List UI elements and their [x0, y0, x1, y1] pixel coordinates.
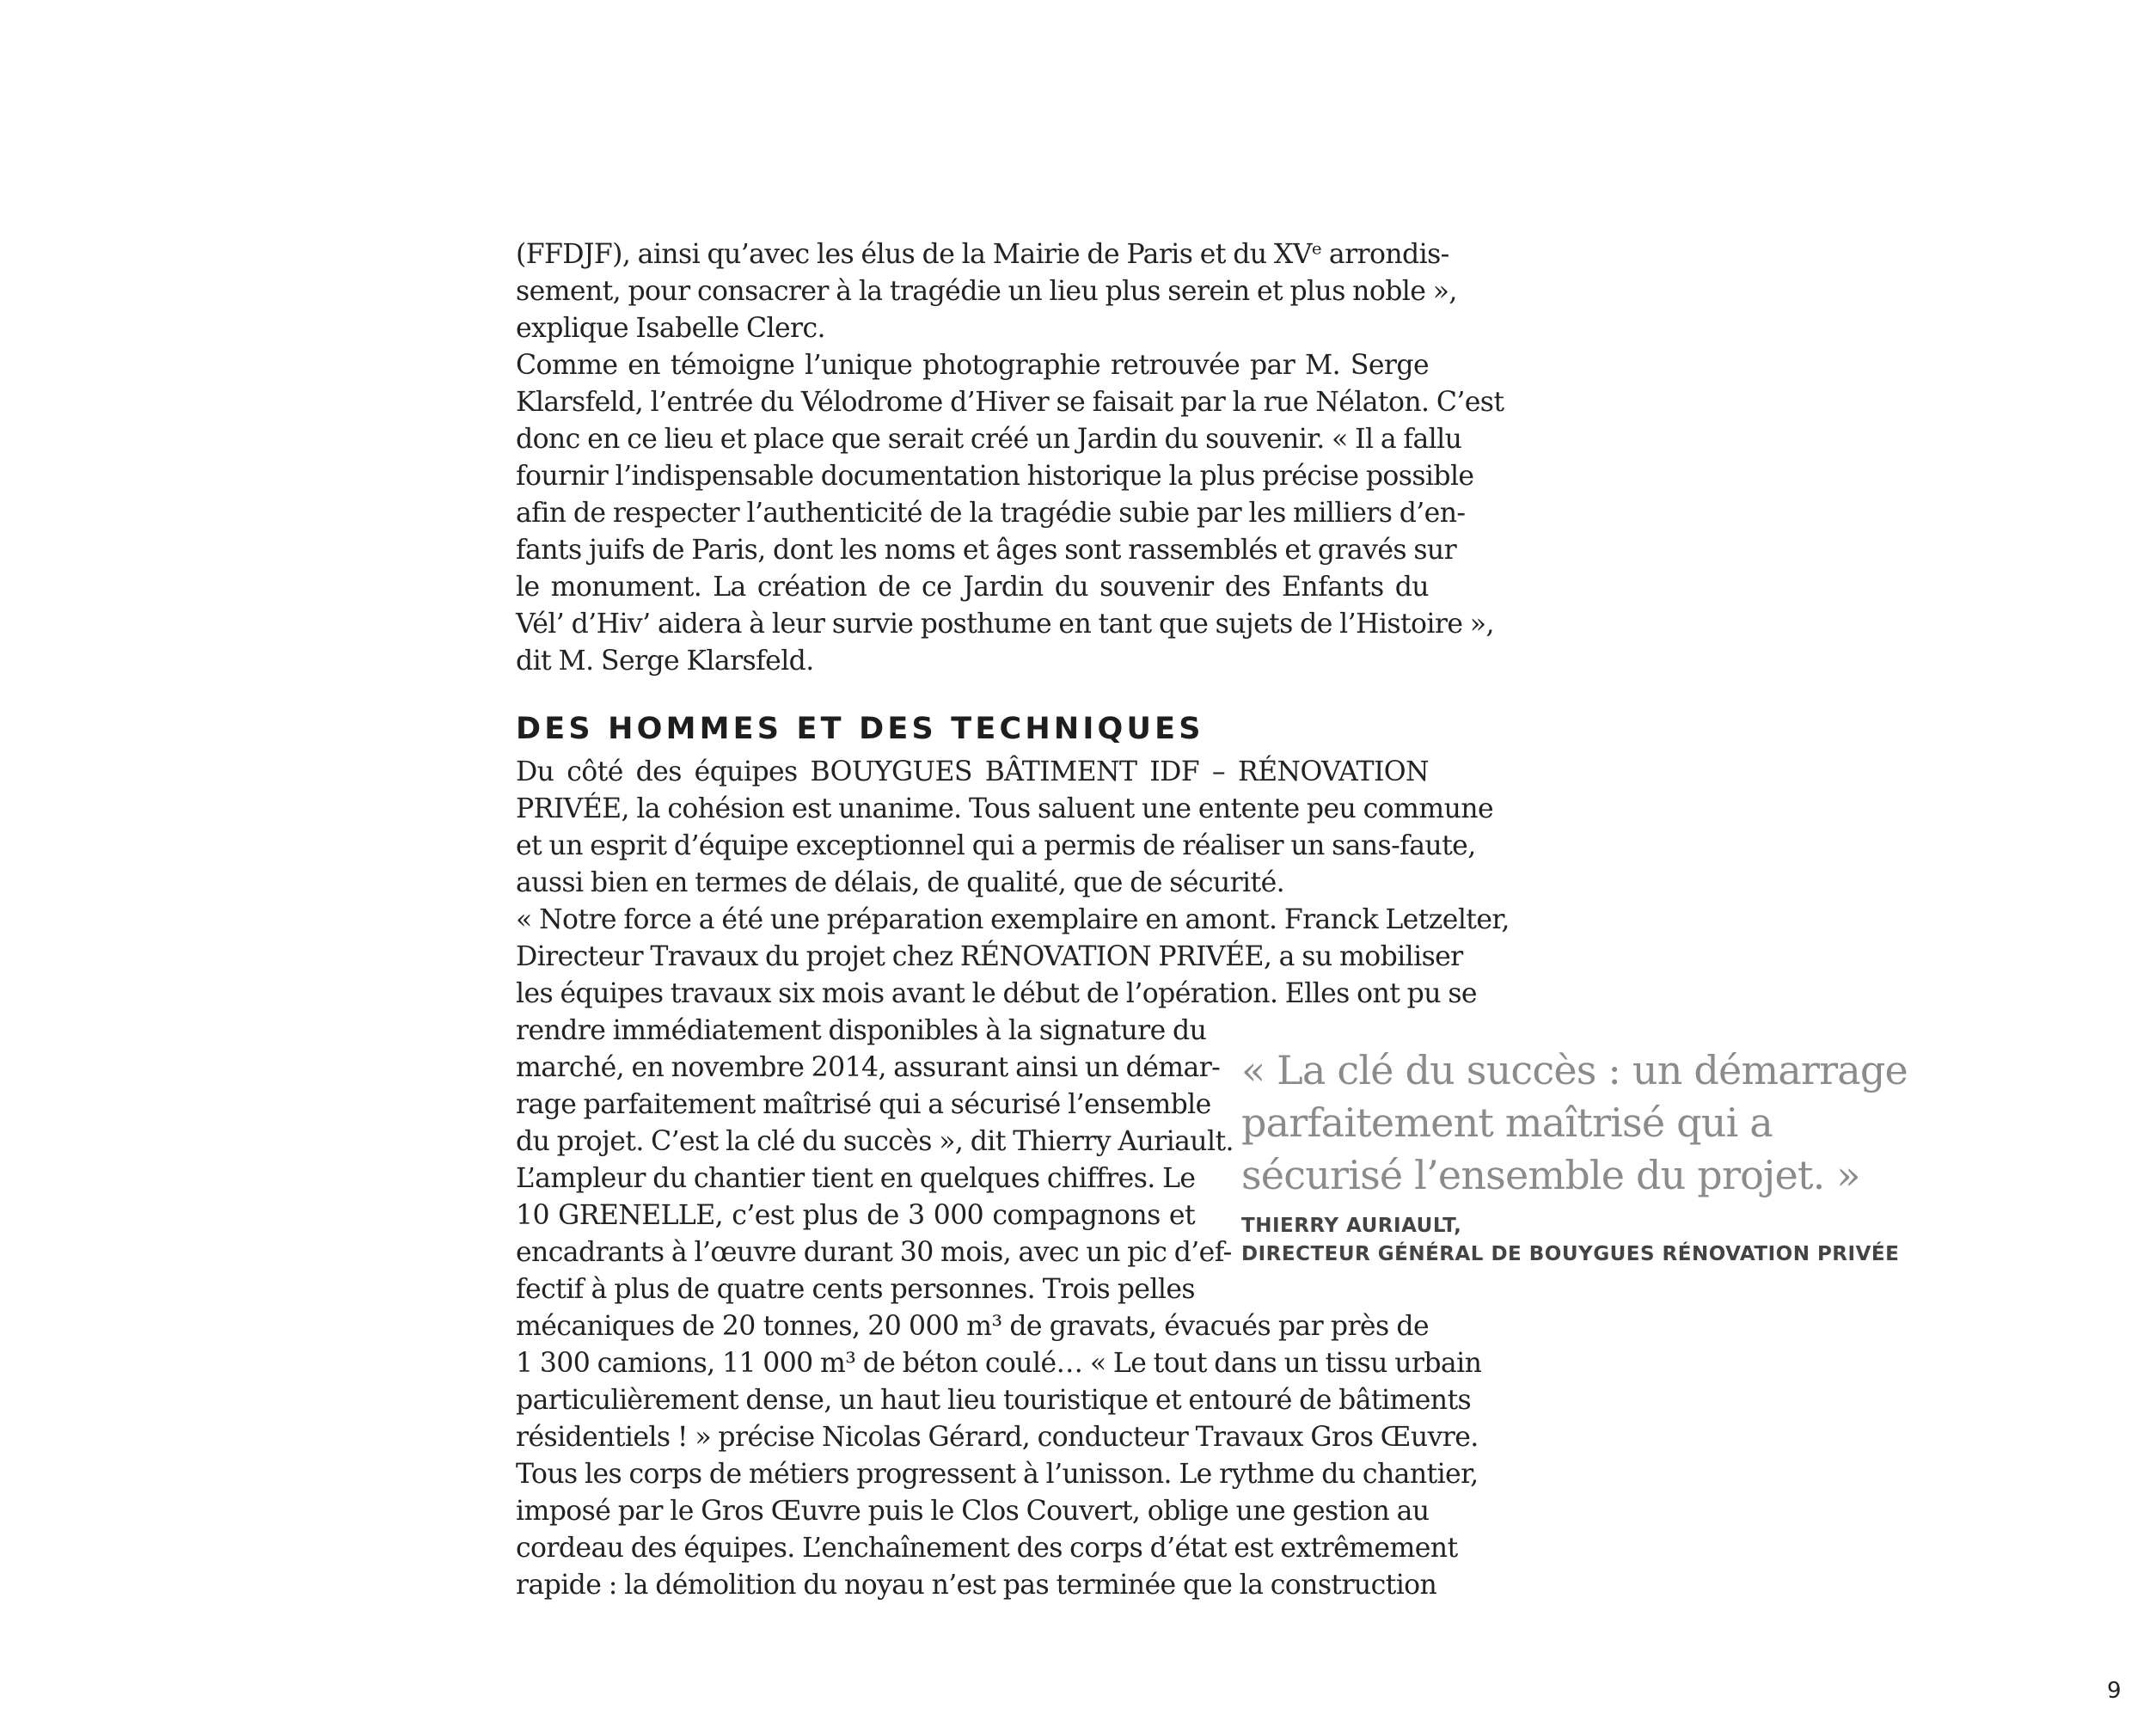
pull-quote-line-2: parfaitement maîtrisé qui a	[1241, 1099, 1773, 1146]
paragraph-4-wide-line-8: rapide : la démolition du noyau n’est pas terminée que la construction	[516, 1570, 1437, 1601]
paragraph-4-narrow-line-3: rage parfaitement maîtrisé qui a sécurisé l’ensemble	[516, 1089, 1211, 1120]
paragraph-4-narrow-line-2: marché, en novembre 2014, assurant ainsi un démar-	[516, 1052, 1221, 1083]
paragraph-4-narrow-line-5: L’ampleur du chantier tient en quelques chiffres. Le	[516, 1163, 1196, 1194]
paragraph-3-line-1: Du côté des équipes BOUYGUES BÂTIMENT IDF – RÉNOVATION	[516, 756, 1429, 787]
paragraph-1-line-3: explique Isabelle Clerc.	[516, 313, 825, 344]
paragraph-4-line-2: Directeur Travaux du projet chez RÉNOVATION PRIVÉE, a su mobiliser	[516, 941, 1463, 972]
paragraph-4-narrow-line-4: du projet. C’est la clé du succès », dit Thierry Auriault.	[516, 1126, 1234, 1157]
attribution-title: DIRECTEUR GÉNÉRAL DE BOUYGUES RÉNOVATION PRIVÉE	[1241, 1243, 1900, 1265]
pull-quote	[1241, 1044, 1908, 1202]
pull-quote-line-3: sécurisé l’ensemble du projet. »	[1241, 1152, 1860, 1198]
paragraph-4-narrow-line-7: encadrants à l’œuvre durant 30 mois, avec un pic d’ef-	[516, 1237, 1232, 1268]
paragraph-2-line-2: Klarsfeld, l’entrée du Vélodrome d’Hiver se faisait par la rue Nélaton. C’est	[516, 387, 1504, 418]
paragraph-3-line-4: aussi bien en termes de délais, de qualité, que de sécurité.	[516, 867, 1285, 898]
paragraph-2-line-5: afin de respecter l’authenticité de la tragédie subie par les milliers d’en-	[516, 498, 1466, 529]
paragraph-1-line-2: sement, pour consacrer à la tragédie un lieu plus serein et plus noble »,	[516, 276, 1457, 307]
paragraph-4-line-3: les équipes travaux six mois avant le début de l’opération. Elles ont pu se	[516, 978, 1477, 1009]
page-number: 9	[2107, 1678, 2122, 1704]
paragraph-3-line-2: PRIVÉE, la cohésion est unanime. Tous saluent une entente peu commune	[516, 793, 1493, 824]
attribution-name: THIERRY AURIAULT,	[1241, 1215, 1462, 1237]
paragraph-4-wide-line-1: mécaniques de 20 tonnes, 20 000 m³ de gravats, évacués par près de	[516, 1311, 1429, 1342]
paragraph-4-line-1: « Notre force a été une préparation exemplaire en amont. Franck Letzelter,	[516, 904, 1510, 935]
paragraph-2-line-4: fournir l’indispensable documentation historique la plus précise possible	[516, 461, 1474, 492]
paragraph-3-line-3: et un esprit d’équipe exceptionnel qui a permis de réaliser un sans-faute,	[516, 830, 1476, 861]
paragraph-4-wide-line-3: particulièrement dense, un haut lieu touristique et entouré de bâtiments	[516, 1385, 1472, 1416]
paragraph-1-line-1: (FFDJF), ainsi qu’avec les élus de la Mairie de Paris et du XVᵉ arrondis-	[516, 239, 1449, 270]
pull-quote-line-1: « La clé du succès : un démarrage	[1241, 1047, 1908, 1093]
paragraph-4-wide-line-4: résidentiels ! » précise Nicolas Gérard, conducteur Travaux Gros Œuvre.	[516, 1422, 1479, 1453]
paragraph-4-narrow-line-6: 10 GRENELLE, c’est plus de 3 000 compagnons et	[516, 1200, 1195, 1231]
paragraph-2-line-6: fants juifs de Paris, dont les noms et âges sont rassemblés et gravés sur	[516, 535, 1457, 566]
paragraph-2-line-8: Vél’ d’Hiv’ aidera à leur survie posthume en tant que sujets de l’Histoire »,	[516, 609, 1494, 640]
paragraph-2-line-1: Comme en témoigne l’unique photographie retrouvée par M. Serge	[516, 350, 1429, 381]
section-heading: DES HOMMES ET DES TECHNIQUES	[516, 712, 1204, 746]
paragraph-2-line-3: donc en ce lieu et place que serait créé un Jardin du souvenir. « Il a fallu	[516, 424, 1462, 455]
paragraph-4-wide-line-5: Tous les corps de métiers progressent à l’unisson. Le rythme du chantier,	[516, 1459, 1479, 1490]
pull-quote-attribution	[1241, 1212, 1899, 1269]
paragraph-4-narrow-line-1: rendre immédiatement disponibles à la signature du	[516, 1015, 1207, 1046]
paragraph-4-narrow-line-8: fectif à plus de quatre cents personnes. Trois pelles	[516, 1274, 1195, 1305]
paragraph-4-wide-line-2: 1 300 camions, 11 000 m³ de béton coulé… « Le tout dans un tissu urbain	[516, 1348, 1482, 1379]
paragraph-2-line-9: dit M. Serge Klarsfeld.	[516, 646, 814, 677]
paragraph-4-wide-line-6: imposé par le Gros Œuvre puis le Clos Couvert, oblige une gestion au	[516, 1496, 1430, 1527]
paragraph-2-line-7: le monument. La création de ce Jardin du souvenir des Enfants du	[516, 572, 1429, 603]
paragraph-4-wide-line-7: cordeau des équipes. L’enchaînement des corps d’état est extrêmement	[516, 1533, 1458, 1564]
